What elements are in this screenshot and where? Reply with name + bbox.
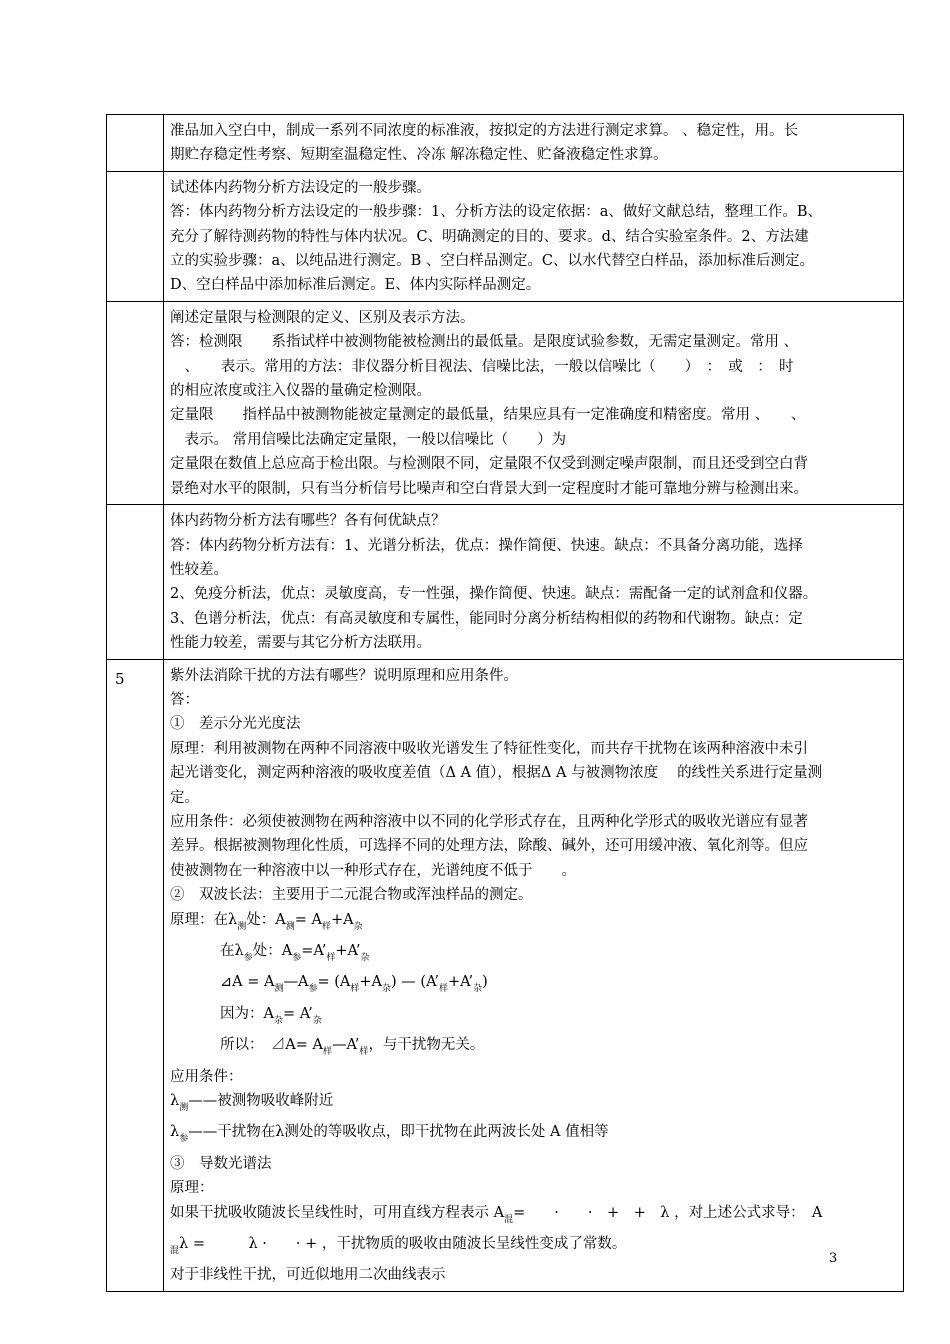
text-line: 的相应浓度或注入仪器的量确定检测限。	[170, 383, 431, 400]
row-number	[107, 171, 164, 301]
condition-label: 应用条件：	[170, 1068, 243, 1085]
text-line: 答：体内药物分析方法设定的一般步骤：1、分析方法的设定依据：a、做好文献总结，整理工作。B、	[170, 204, 823, 221]
text-line: 定量限在数值上总应高于检出限。与检测限不同，定量限不仅受到测定噪声限制，而且还受到空白背	[170, 456, 808, 473]
method3-title: ③ 导数光谱法	[170, 1155, 272, 1172]
text-line: 定。	[170, 789, 199, 806]
text-line: 性较差。	[170, 561, 228, 578]
equation-line-3: ⊿A = $A_测—A_参= (A_样+A_杂)$ — $(A’_样+A’_杂)$	[220, 974, 488, 995]
method2-title: ② 双波长法：主要用于二元混合物或浑浊样品的测定。	[170, 887, 533, 904]
method1-title: ① 差示分光光度法	[170, 716, 301, 733]
equation-line-4: 因为：$A_杂=$ $A’_杂$	[220, 1005, 322, 1026]
row-content	[164, 659, 904, 1291]
text-line: 表示。 常用信噪比法确定定量限，一般以信噪比（ ）为	[170, 431, 567, 448]
table-row	[107, 171, 904, 301]
text-line: 差异。根据被测物理化性质，可选择不同的处理方法，除酸、碱外，还可用缓冲液、氧化剂等。但应	[170, 838, 808, 855]
text-line: 准品加入空白中，制成一系列不同浓度的标准液，按拟定的方法进行测定求算。 、稳定性，用。长	[170, 123, 799, 139]
text-line: D、空白样品中添加标准后测定。E、体内实际样品测定。	[170, 277, 541, 294]
row-number	[107, 505, 164, 659]
table-row	[107, 505, 904, 659]
table-row	[107, 301, 904, 504]
text-line: 期贮存稳定性考察、短期室温稳定性、冷冻 解冻稳定性、贮备液稳定性求算。	[170, 147, 668, 164]
question-line: 紫外法消除干扰的方法有哪些？说明原理和应用条件。	[170, 667, 518, 684]
method3-line-2: $_混$λ = λ · · + ，干扰物质的吸收由随波长呈线性变成了常数。	[170, 1236, 627, 1257]
condition-line-2: $\lambda_参——$干扰物在λ测处的等吸收点，即干扰物在此两波长处 A 值相等	[170, 1124, 609, 1145]
table-row	[107, 659, 904, 1291]
row-content	[164, 115, 904, 172]
text-line: 、 表示。常用的方法：非仪器分析目视法、信噪比法，一般以信噪比（ ） ： 或 ： 时	[170, 358, 794, 375]
table-row	[107, 115, 904, 172]
text-line: 阐述定量限与检测限的定义、区别及表示方法。	[170, 309, 475, 326]
method3-line-1: 如果干扰吸收随波长呈线性时，可用直线方程表示 $A_混=$ · · + + λ ，对上述公式求导： A	[170, 1204, 823, 1225]
method1-text	[170, 737, 899, 883]
text-line: 定量限 指样品中被测物能被定量测定的最低量，结果应具有一定准确度和精密度。常用 、 、	[170, 407, 806, 424]
answer-label: 答：	[170, 691, 199, 708]
text-line: 应用条件：必须使被测物在两种溶液中以不同的化学形式存在，且两种化学形式的吸收光谱应有显著	[170, 813, 808, 830]
method3-label: 原理：	[170, 1180, 214, 1197]
text-line: 性能力较差，需要与其它分析方法联用。	[170, 635, 431, 652]
text-line: 2、免疫分析法，优点：灵敏度高，专一性强，操作简便、快速。缺点：需配备一定的试剂盒和仪器。	[170, 586, 818, 603]
row-content	[164, 171, 904, 301]
text-line: 立的实验步骤：a、以纯品进行测定。B 、空白样品测定。C、以水代替空白样品，添加标准后测定。	[170, 253, 815, 270]
row-number	[107, 301, 164, 504]
text-line: 试述体内药物分析方法设定的一般步骤。	[170, 179, 431, 196]
equation-line-2: 在$\lambda_参$处：$A_参=A’_样+A’_杂$	[220, 943, 370, 963]
text-line: 答：检测限 系指试样中被测物能被检测出的最低量。是限度试验参数，无需定量测定。常用 、	[170, 334, 799, 351]
row-number	[107, 115, 164, 172]
text-line: 答：体内药物分析方法有：1、光谱分析法，优点：操作简便、快速。缺点：不具备分离功能，选择	[170, 537, 803, 554]
text-line: 起光谱变化，测定两种溶液的吸收度差值（Δ A 值），根据Δ A 与被测物浓度 的线性关系进行定量测	[170, 765, 823, 782]
text-line: 3、色谱分析法，优点：有高灵敏度和专属性，能同时分离分析结构相似的药物和代谢物。缺点：定	[170, 610, 803, 627]
row-content	[164, 505, 904, 659]
text-line: 使被测物在一种溶液中以一种形式存在，光谱纯度不低于 。	[170, 862, 576, 879]
equation-line-1: 原理：在$\lambda_测$处：$A_测= A_样+A_杂$	[170, 911, 363, 932]
qa-table	[106, 114, 904, 1292]
condition-line-1: $\lambda_测——$被测物吸收峰附近	[170, 1093, 334, 1114]
method3-last-line: 对于非线性干扰，可近似地用二次曲线表示	[170, 1267, 446, 1284]
text-line: 充分了解待测药物的特性与体内状况。C、明确测定的目的、要求。d、结合实验室条件。2、方法建	[170, 228, 809, 245]
equation-line-5: 所以： ⊿A= $A_样—A’_样$，与干扰物无关。	[220, 1037, 485, 1058]
text-line: 原理：利用被测物在两种不同溶液中吸收光谱发生了特征性变化，而共存干扰物在该两种溶液中未引	[170, 740, 808, 757]
page-number: 3	[829, 1251, 838, 1266]
text-line: 体内药物分析方法有哪些？各有何优缺点？	[170, 513, 446, 530]
row-content	[164, 301, 904, 504]
text-line: 景绝对水平的限制，只有当分析信号比噪声和空白背景大到一定程度时才能可靠地分辨与检测出来。	[170, 480, 808, 497]
row-number: 5	[107, 659, 164, 1291]
